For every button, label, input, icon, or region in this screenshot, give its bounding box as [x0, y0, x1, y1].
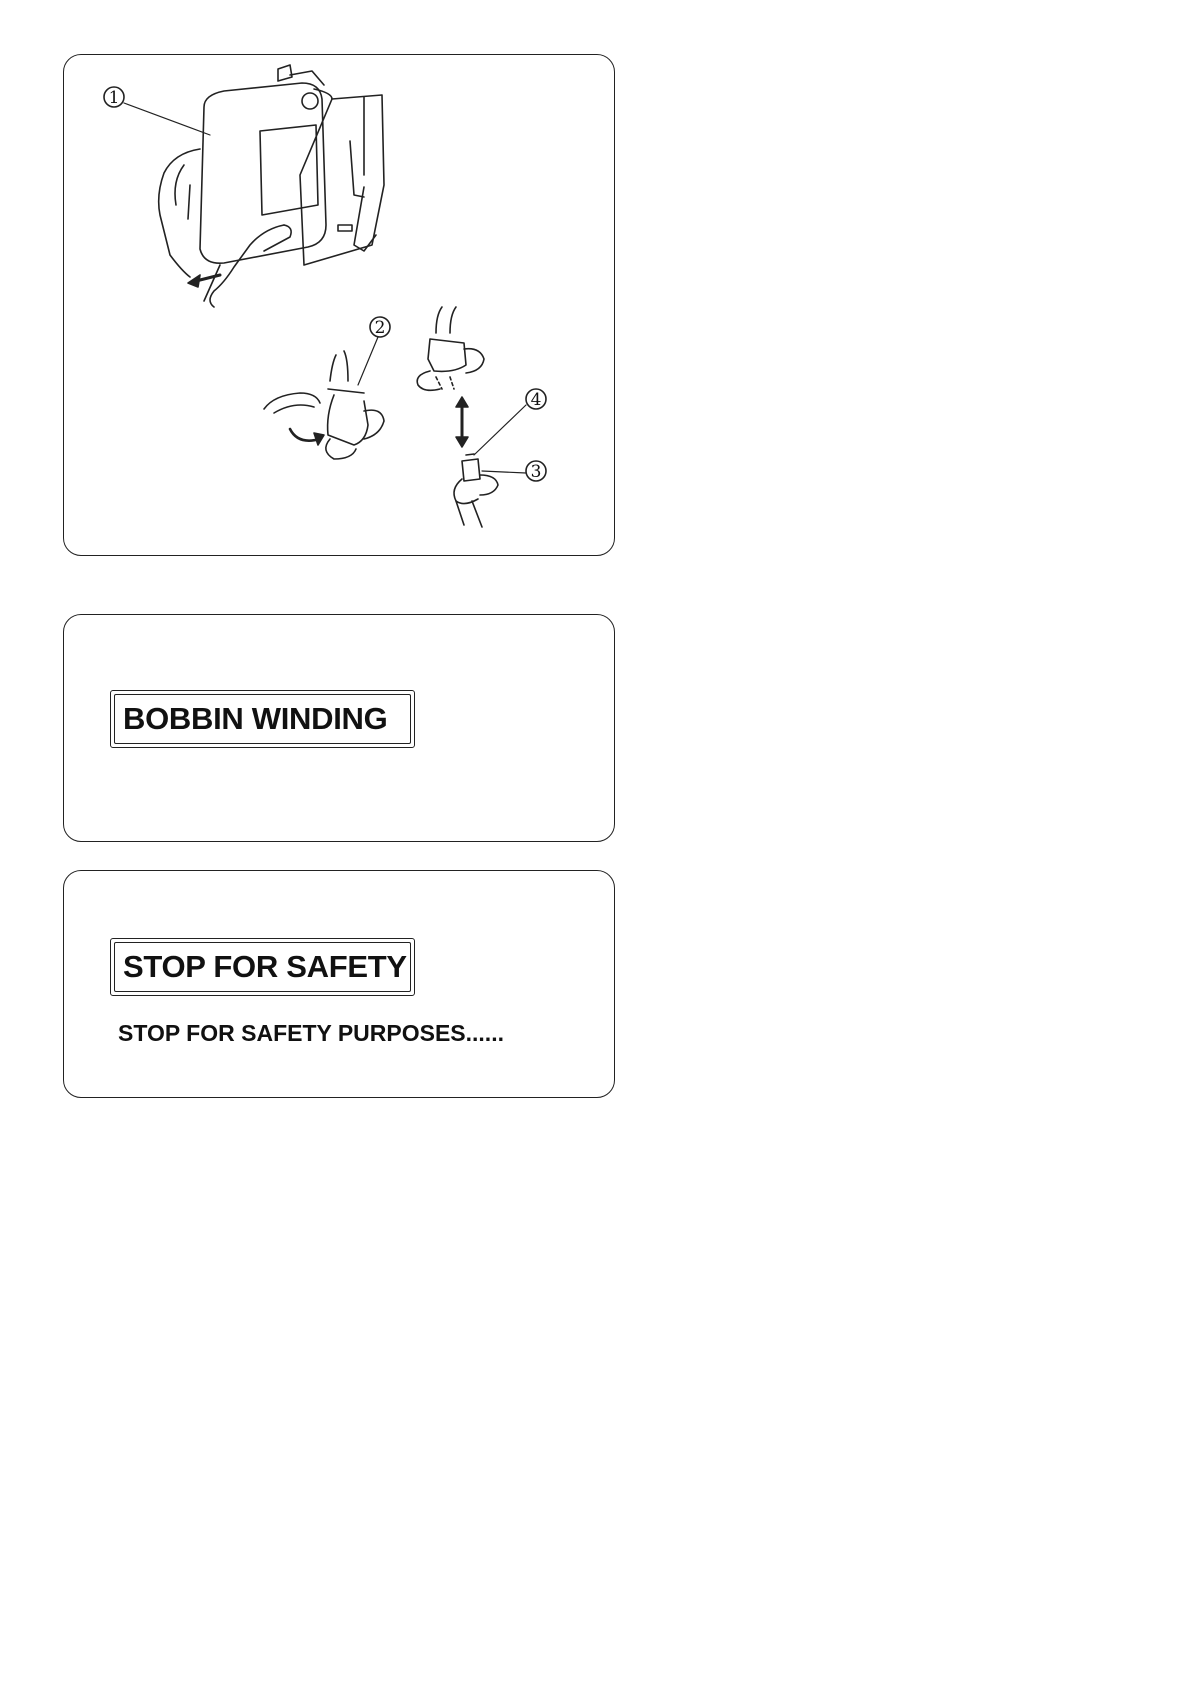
face-cover	[200, 65, 332, 263]
illustration-panel	[63, 54, 615, 556]
section-heading-box	[110, 938, 415, 996]
callout-3	[482, 461, 546, 482]
svg-text:3: 3	[530, 462, 542, 482]
bulb-replacement-illustration	[64, 55, 613, 554]
pull-arrow	[188, 275, 220, 287]
callout-1	[104, 87, 210, 135]
section-body-text: STOP FOR SAFETY PURPOSES......	[118, 1020, 504, 1046]
holder-removed	[417, 307, 484, 390]
left-hand	[159, 149, 200, 277]
svg-text:2: 2	[374, 318, 386, 338]
stop-for-safety-panel	[63, 870, 615, 1098]
callout-2	[358, 317, 390, 385]
right-hand	[204, 225, 291, 307]
bulb-in-hand	[454, 454, 498, 527]
twist-arrow	[290, 429, 324, 445]
bobbin-winding-panel	[63, 614, 615, 842]
section-heading: BOBBIN WINDING	[114, 694, 411, 744]
svg-text:1: 1	[108, 88, 120, 108]
up-down-arrow	[456, 397, 468, 447]
section-heading-box	[110, 690, 415, 748]
section-heading: STOP FOR SAFETY	[114, 942, 411, 992]
machine-body	[300, 95, 384, 265]
svg-text:4: 4	[530, 390, 542, 410]
callout-4	[474, 389, 546, 455]
